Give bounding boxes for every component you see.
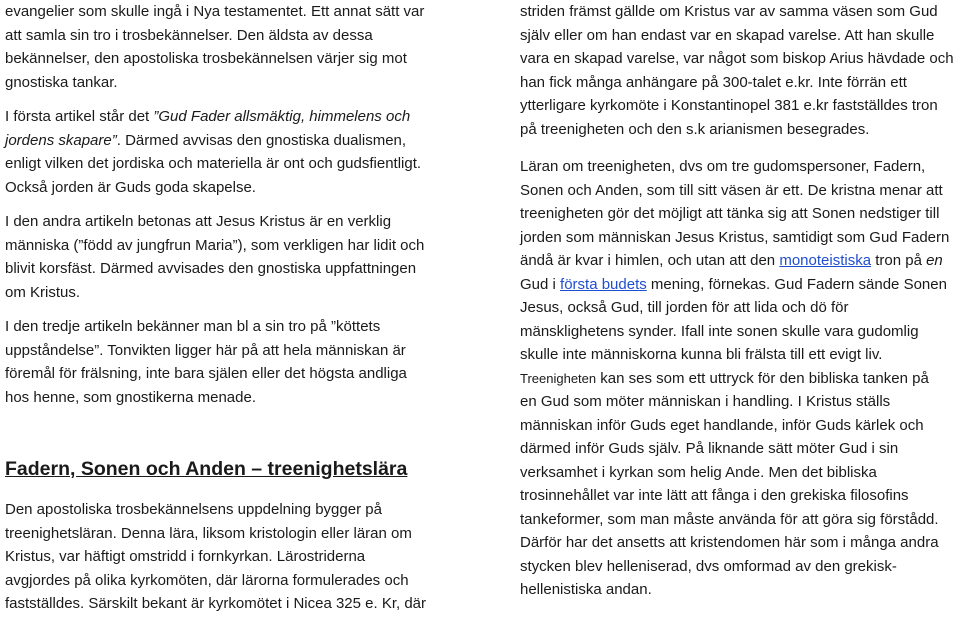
text-line: hellenistiska andan. [520,581,652,598]
quote-italic: jordens skapare” [5,131,117,149]
text-line: stycken blev helleniserad, dvs omformad av den grekisk- [520,557,897,575]
text-line: uppståndelse”. Tonvikten ligger här på att hela människan är [5,341,406,359]
text-span: mening, förnekas. Gud Fadern sände Sonen [646,275,947,293]
text-line: I den andra artikeln betonas att Jesus Kristus är en verklig [5,213,392,230]
text-line: Den apostoliska trosbekännelsens uppdelning bygger på [5,501,382,518]
text-line: blivit korsfäst. Därmed avvisades den gnostiska uppfattningen [5,260,417,277]
text-line: Kristus, var häftigt omstridd i fornkyrkan. Lärostriderna [5,548,366,565]
text-line: tankeformer, som man måste använda för att göra sig förstådd. [520,510,939,528]
text-line: fastställdes. Särskilt bekant är kyrkomötet i Nicea 325 e. Kr, där [5,595,427,612]
left-column [5,0,455,616]
text-line: vara en skapad varelse, var något som biskop Arius hävdade och [520,50,954,67]
link-monoteistiska[interactable]: monoteistiska [779,252,872,269]
text-line: på treenigheten och den s.k arianismen besegrades. [520,120,870,138]
text-line: striden främst gällde om Kristus var av samma väsen som Gud [520,3,938,20]
paragraph [520,155,960,602]
paragraph [5,315,455,409]
paragraph [5,210,455,304]
italic-word: en [926,252,943,269]
paragraph [520,0,960,141]
link-forsta-budets[interactable]: första budets [560,275,647,293]
text-line: bekännelser, den apostoliska trosbekännelsen värjer sig mot [5,50,407,67]
text-line: jorden som människan Jesus Kristus, samtidigt som Gud Fadern [520,228,950,246]
text-line: evangelier som skulle ingå i Nya testamentet. Ett annat sätt var [5,3,425,20]
text-line: skulle inte människorna kunna bli frälsta till ett evigt liv. [520,346,883,363]
text-line: I den tredje artikeln bekänner man bl a sin tro på ”köttets [5,318,381,335]
text-line: om Kristus. [5,283,81,301]
text-line: trosinnehållet var inte lätt att fånga i den grekiska filosofins [520,487,909,504]
small-text-span: Treenigheten [520,370,597,386]
text-line: människa (”född av jungfrun Maria”), som verkligen har lidit och [5,236,425,254]
section-heading: Fadern, Sonen och Anden – treenighetslära [5,458,408,480]
quote-italic: ”Gud Fader allsmäktig, himmelens och [153,108,411,125]
text-line: att samla sin tro i trosbekännelser. Den äldsta av dessa [5,26,373,44]
text-span: kan ses som ett uttryck för den bibliska tanken på [596,369,929,387]
text-line: människan inför Guds eget handlande, inför Guds kärlek och [520,416,924,434]
text-line: han fick många anhängare på 300-talet e.kr. Inte förrän ett [520,73,907,91]
text-span: Gud i [520,275,561,293]
text-line: Därför har det ansetts att kristendomen här som i många andra [520,534,939,551]
text-line: Sonen och Anden, som till sitt väsen är ett. De kristna menar att [520,181,943,199]
text-line [520,273,960,297]
text-line: avgjordes på olika kyrkomöten, där lärorna formulerades och [5,571,409,589]
text-line: själv eller om han endast var en skapad varelse. Att han skulle [520,26,935,44]
text-line: därmed inför Guds själv. På liknande sätt möter Gud i sin [520,440,899,457]
text-line: hos henne, som gnostikerna menade. [5,388,256,406]
paragraph [5,498,455,616]
text-span: ändå är kvar i himlen, och utan att den [520,252,780,269]
text-span: tron på [871,252,927,269]
text-line [5,105,455,129]
text-line: ytterligare kyrkomöte i Konstantinopel 381 e.kr fastställdes tron [520,97,938,114]
text-line: Jesus, också Gud, till jorden för att lida och dö för [520,299,849,316]
text-line: treenigheten gör det möjligt att tänka sig att Sonen nedstiger till [520,205,940,222]
paragraph [5,0,455,94]
text-line: föremål för frälsning, inte bara själen eller det högsta andliga [5,365,407,382]
text-line [5,129,455,153]
text-line: treenighetsläran. Denna lära, liksom kristologin eller läran om [5,524,412,542]
paragraph [5,105,455,199]
text-line: verksamhet i kyrkan som helig Ande. Men det bibliska [520,463,877,481]
text-line: enligt vilken det jordiska och materiella är ont och gudsfientligt. [5,155,422,172]
text-line: mänsklighetens synder. Ifall inte sonen skulle vara gudomlig [520,322,919,340]
text-line: Läran om treenigheten, dvs om tre gudomspersoner, Fadern, [520,158,926,175]
text-line [520,249,960,273]
text-span: . Därmed avvisas den gnostiska dualismen, [116,131,407,149]
right-column [520,0,960,602]
text-span: I första artikel står det [5,108,154,125]
text-line: Också jorden är Guds goda skapelse. [5,178,256,196]
text-line: gnostiska tankar. [5,73,118,91]
text-line [520,367,960,391]
text-line: en Gud som möter människan i handling. I Kristus ställs [520,393,891,410]
